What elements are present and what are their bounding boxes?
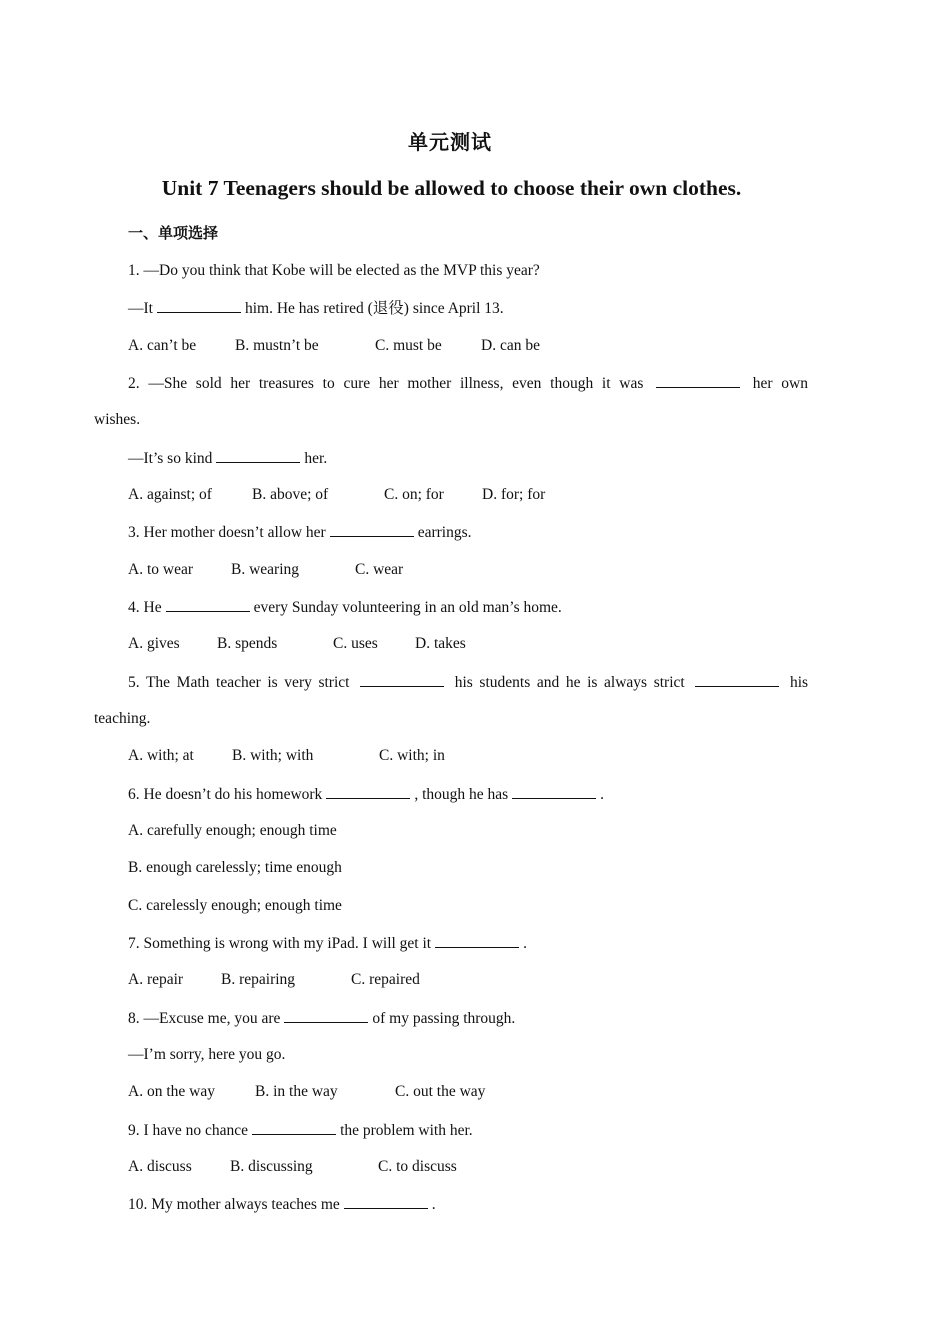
question-4-pre: 4. He	[128, 599, 162, 616]
question-1-reply	[128, 298, 504, 319]
answer-blank	[695, 672, 779, 687]
option-b: B. discussing	[230, 1158, 313, 1175]
answer-blank	[435, 933, 519, 948]
question-8-pre: 8. —Excuse me, you are	[128, 1010, 281, 1027]
question-6-option-a: A. carefully enough; enough time	[128, 822, 337, 839]
question-10-pre: 10. My mother always teaches me	[128, 1196, 340, 1213]
question-2-continuation: wishes.	[94, 411, 141, 428]
question-7-options	[128, 970, 420, 990]
question-6-option-b: B. enough carelessly; time enough	[128, 859, 342, 876]
option-b: B. repairing	[221, 971, 296, 988]
option-c: C. wear	[355, 561, 404, 578]
option-a: A. on the way	[128, 1083, 215, 1100]
answer-blank	[216, 448, 300, 463]
question-5-post: his	[789, 674, 809, 691]
answer-blank	[344, 1194, 428, 1209]
question-8-reply: —I’m sorry, here you go.	[128, 1046, 286, 1063]
option-c: C. out the way	[395, 1083, 486, 1100]
document-title-chinese: 单元测试	[408, 130, 492, 154]
question-9-options	[128, 1157, 457, 1177]
question-10-prompt	[128, 1194, 436, 1215]
question-7-pre: 7. Something is wrong with my iPad. I will get it	[128, 935, 432, 952]
answer-blank	[166, 597, 250, 612]
question-3-pre: 3. Her mother doesn’t allow her	[128, 524, 326, 541]
question-6-option-c: C. carelessly enough; enough time	[128, 897, 342, 914]
question-6-prompt	[128, 784, 604, 805]
option-a: A. can’t be	[128, 337, 197, 354]
answer-blank	[512, 784, 596, 799]
option-c: C. uses	[333, 635, 378, 652]
option-b: B. with; with	[232, 747, 314, 764]
answer-blank	[656, 373, 740, 388]
option-c: C. repaired	[351, 971, 420, 988]
question-1-reply-pre: —It	[128, 300, 153, 317]
answer-blank	[360, 672, 444, 687]
option-c: C. with; in	[379, 747, 445, 764]
option-a: A. gives	[128, 635, 180, 652]
option-a: A. repair	[128, 971, 184, 988]
question-4-options	[128, 634, 466, 654]
question-9-post: the problem with her.	[340, 1122, 473, 1139]
question-2-reply-pre: —It’s so kind	[128, 450, 213, 467]
option-d: D. can be	[481, 337, 540, 354]
option-a: A. discuss	[128, 1158, 192, 1175]
answer-blank	[252, 1120, 336, 1135]
option-c: C. to discuss	[378, 1158, 457, 1175]
question-7-post: .	[523, 935, 527, 952]
option-b: B. in the way	[255, 1083, 338, 1100]
answer-blank	[330, 522, 414, 537]
question-5-prompt	[128, 672, 808, 693]
option-b: B. spends	[217, 635, 278, 652]
question-6-pre: 6. He doesn’t do his homework	[128, 786, 323, 803]
question-5-continuation: teaching.	[94, 710, 151, 727]
document-title-english: Unit 7 Teenagers should be allowed to choose their own clothes.	[161, 176, 742, 200]
question-1-prompt: 1. —Do you think that Kobe will be elected as the MVP this year?	[128, 262, 540, 279]
option-b: B. mustn’t be	[235, 337, 319, 354]
question-9-prompt	[128, 1120, 473, 1141]
question-2-prompt	[128, 373, 808, 394]
option-a: A. to wear	[128, 561, 193, 578]
question-8-prompt	[128, 1008, 515, 1029]
question-2-reply	[128, 448, 327, 469]
option-d: D. takes	[415, 635, 466, 652]
option-b: B. wearing	[231, 561, 300, 578]
question-9-pre: 9. I have no chance	[128, 1122, 249, 1139]
question-6-post: .	[600, 786, 605, 803]
option-a: A. with; at	[128, 747, 194, 764]
option-c: C. on; for	[384, 486, 444, 503]
option-d: D. for; for	[482, 486, 546, 503]
question-1-options	[128, 336, 540, 356]
option-a: A. against; of	[128, 486, 212, 503]
section-heading: 一、单项选择	[128, 224, 219, 242]
option-b: B. above; of	[252, 486, 329, 503]
question-6-mid: , though he has	[414, 786, 509, 803]
question-1-reply-post: him. He has retired (退役) since April 13.	[244, 300, 504, 317]
answer-blank	[157, 298, 241, 313]
question-8-options	[128, 1082, 485, 1102]
question-5-pre: 5. The Math teacher is very strict	[128, 674, 350, 691]
question-8-post: of my passing through.	[372, 1010, 516, 1027]
answer-blank	[284, 1008, 368, 1023]
question-4-post: every Sunday volunteering in an old man’s home.	[253, 599, 562, 616]
question-10-post: .	[431, 1196, 436, 1213]
question-2-prompt-post: her own	[752, 375, 808, 392]
answer-blank	[326, 784, 410, 799]
question-3-post: earrings.	[417, 524, 472, 541]
option-c: C. must be	[375, 337, 442, 354]
question-2-reply-post: her.	[304, 450, 328, 467]
question-2-options	[128, 485, 545, 505]
question-4-prompt	[128, 597, 562, 618]
question-2-prompt-pre: 2. —She sold her treasures to cure her mother illness, even though it was	[128, 375, 644, 392]
question-5-mid: his students and he is always strict	[454, 674, 685, 691]
question-3-prompt	[128, 522, 472, 543]
question-5-options	[128, 746, 445, 766]
question-3-options	[128, 560, 403, 580]
question-7-prompt	[128, 933, 527, 954]
